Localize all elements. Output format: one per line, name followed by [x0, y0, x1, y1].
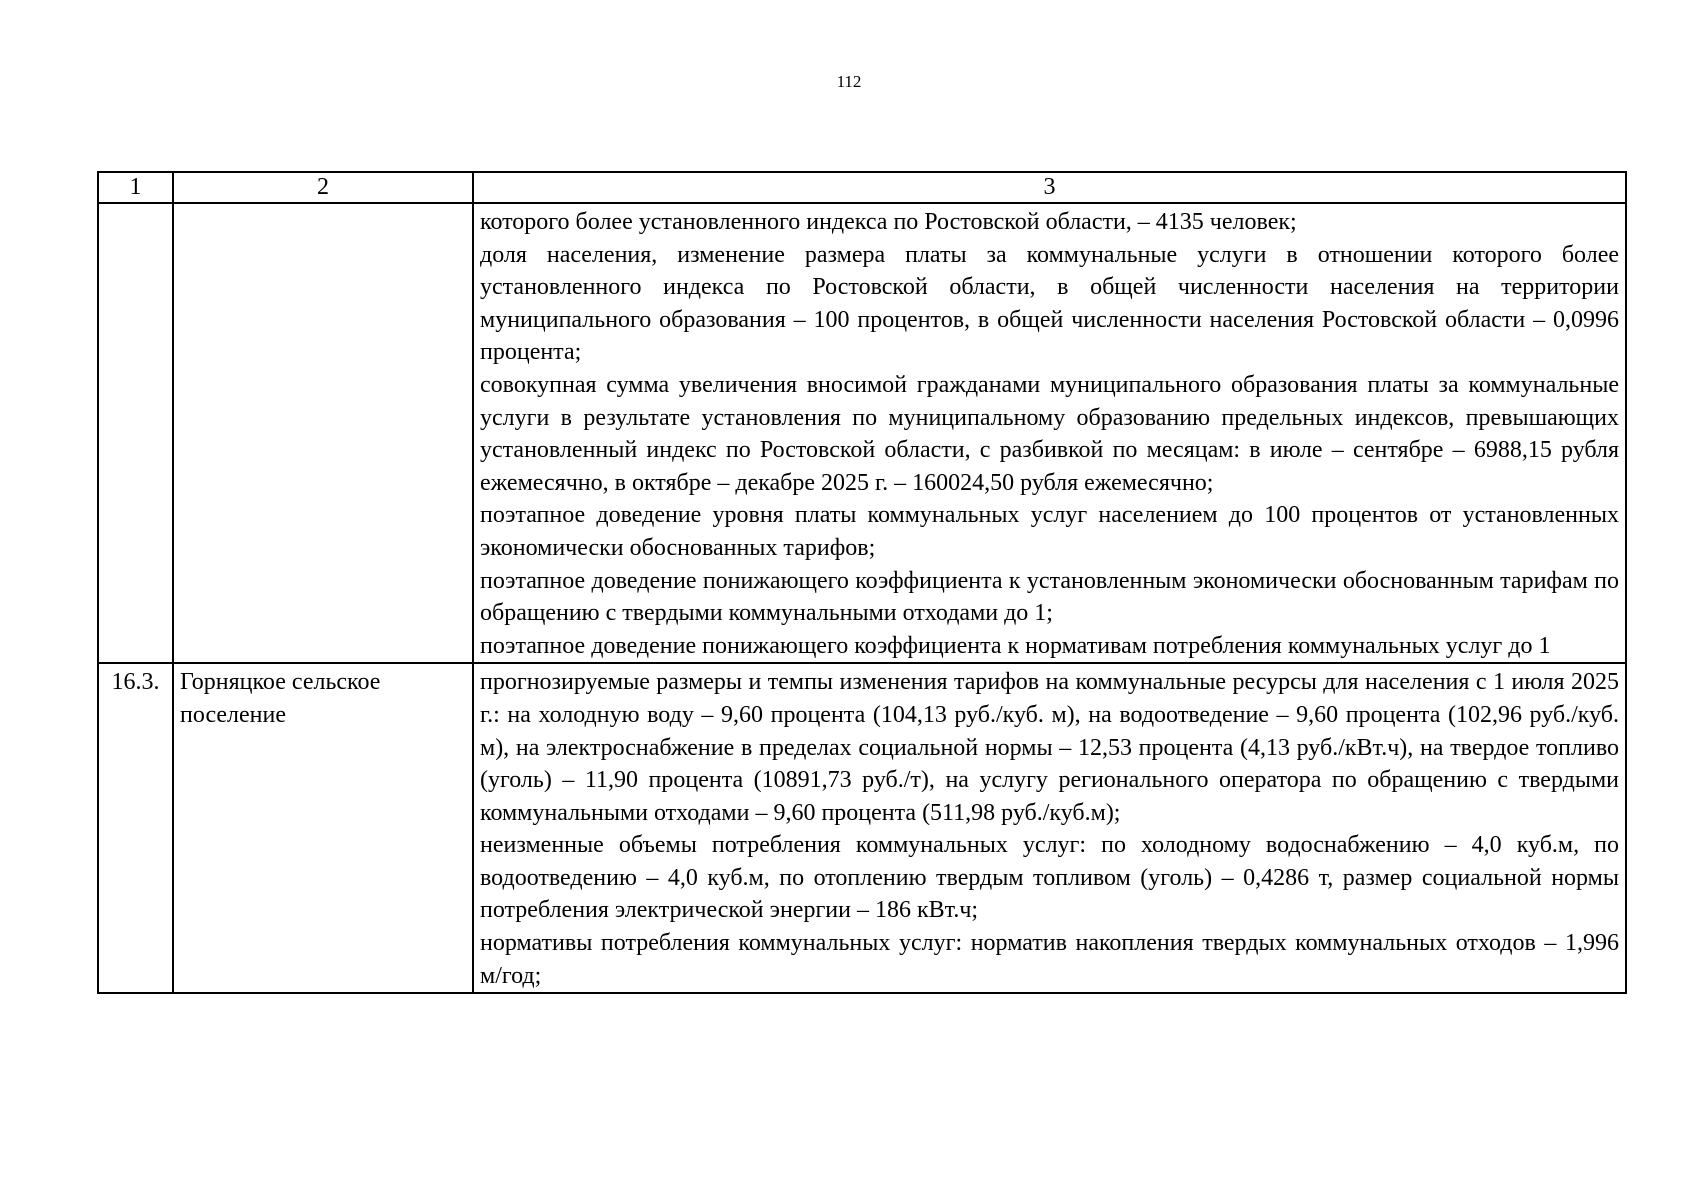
row-name-cell [173, 203, 473, 663]
row-number-cell: 16.3. [98, 663, 173, 993]
paragraph: прогнозируемые размеры и темпы изменения тарифов на коммунальные ресурсы для населения с 1 июля 2025 г.: на холодную воду – 9,60 процента (104,13 руб./куб. м), на водоотведение – 9,60 процента (102,96 руб./куб. м), на электроснабжение в пределах социальной нормы – 12,53 процента (4,13 руб./кВт.ч), на твердое топливо (уголь) – 11,90 процента (10891,73 руб./т), на услугу регионального оператора по обращению с твердыми коммунальными отходами – 9,60 процента (511,98 руб./куб.м); [480, 669, 1619, 826]
page-number: 112 [836, 72, 862, 91]
row-number-cell [98, 203, 173, 663]
row-text-cell [473, 203, 1626, 663]
paragraph: нормативы потребления коммунальных услуг: норматив накопления твердых коммунальных отходов – 1,996 м/год; [480, 930, 1619, 989]
header-cell-1: 1 [98, 172, 173, 203]
municipal-tariff-table [97, 171, 1627, 994]
paragraph: поэтапное доведение уровня платы коммунальных услуг населением до 100 процентов от установленных экономически обоснованных тарифов; [480, 502, 1619, 561]
paragraph: совокупная сумма увеличения вносимой гражданами муниципального образования платы за коммунальные услуги в результате установления по муниципальному образованию предельных индексов, превышающих установленный индекс по Ростовской области, с разбивкой по месяцам: в июле – сентябре – 6988,15 рубля ежемесячно, в октябре – декабре 2025 г. – 160024,50 рубля ежемесячно; [480, 371, 1619, 496]
paragraph: неизменные объемы потребления коммунальных услуг: по холодному водоснабжению – 4,0 куб.м, по водоотведению – 4,0 куб.м, по отоплению твердым топливом (уголь) – 0,4286 т, размер социальной нормы потребления электрической энергии – 186 кВт.ч; [480, 832, 1619, 924]
table-header-row [98, 172, 1626, 203]
paragraph: доля населения, изменение размера платы за коммунальные услуги в отношении которого более установленного индекса по Ростовской области, в общей численности населения на территории муниципального образования – 100 процентов, в общей численности населения Ростовской области – 0,0996 процента; [480, 241, 1619, 366]
header-cell-2: 2 [173, 172, 473, 203]
table-row [98, 203, 1626, 663]
row-name-cell: Горняцкое сельское поселение [173, 663, 473, 993]
paragraph: поэтапное доведение понижающего коэффициента к установленным экономически обоснованным тарифам по обращению с твердыми коммунальными отходами до 1; [480, 567, 1619, 627]
paragraph: поэтапное доведение понижающего коэффициента к нормативам потребления коммунальных услуг до 1 [480, 632, 1551, 659]
row-text-cell [473, 663, 1626, 993]
paragraph: которого более установленного индекса по Ростовской области, – 4135 человек; [480, 209, 1297, 235]
header-cell-3: 3 [473, 172, 1626, 203]
table-row [98, 663, 1626, 993]
